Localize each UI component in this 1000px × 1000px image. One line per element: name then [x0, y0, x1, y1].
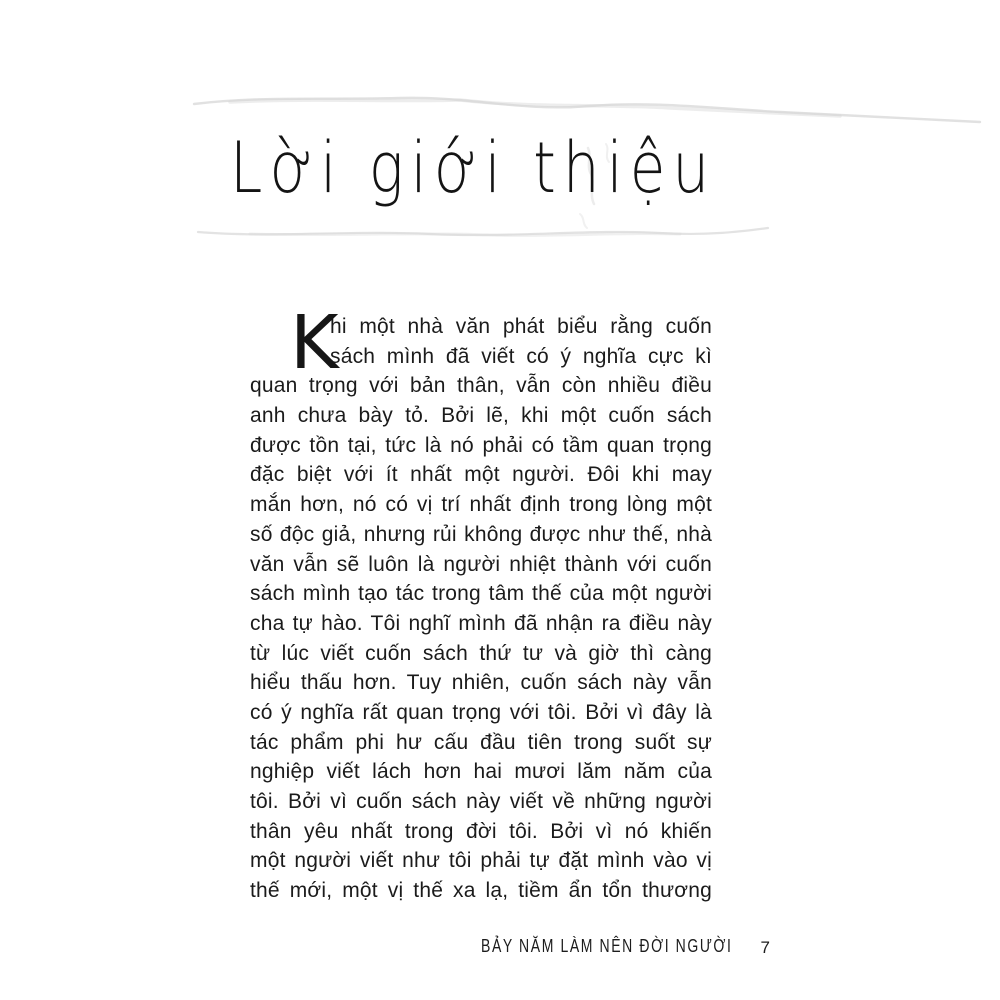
paragraph-line: tôi. Bởi vì cuốn sách này viết về những người — [250, 790, 712, 813]
introduction-paragraph — [250, 300, 712, 906]
paragraph-line: cha tự hào. Tôi nghĩ mình đã nhận ra điều này — [250, 611, 712, 635]
paragraph-line: anh chưa bày tỏ. Bởi lẽ, khi một cuốn sách — [250, 404, 712, 428]
paragraph-line: một người viết như tôi phải tự đặt mình vào vị — [250, 849, 712, 873]
page-number: 7 — [760, 938, 770, 957]
paragraph-line: sách mình tạo tác trong tâm thế của một người — [250, 582, 712, 606]
torn-edge-top-icon — [194, 98, 980, 122]
paragraph-line: tác phẩm phi hư cấu đầu tiên trong suốt sự — [250, 730, 712, 754]
paragraph-line: được tồn tại, tức là nó phải có tầm quan trọng — [250, 433, 712, 457]
paragraph-line: từ lúc viết cuốn sách thứ tư và giờ thì càng — [250, 641, 712, 665]
paragraph-line: số độc giả, nhưng rủi không được như thế, nhà — [250, 522, 712, 546]
paragraph-line: hi một nhà văn phát biểu rằng cuốn — [330, 315, 712, 338]
paragraph-line: nghiệp viết lách hơn hai mươi lăm năm của — [250, 760, 712, 784]
paragraph-line: sách mình đã viết có ý nghĩa cực kì — [330, 344, 712, 368]
paragraph-line: hiểu thấu hơn. Tuy nhiên, cuốn sách này vẫn — [250, 671, 712, 695]
page-footer — [430, 934, 770, 958]
paragraph-line: đặc biệt với ít nhất một người. Đôi khi may — [250, 463, 712, 487]
torn-edge-bottom-icon — [198, 228, 768, 235]
paragraph-line: thân yêu nhất trong đời tôi. Bởi vì nó khiến — [250, 819, 712, 843]
paragraph-line: văn vẫn sẽ luôn là người nhiệt thành với cuốn — [250, 552, 712, 576]
paragraph-line: mắn hơn, nó có vị trí nhất định trong lòng một — [250, 493, 712, 517]
page-title: Lời giới thiệu — [230, 126, 717, 209]
paragraph-lines — [250, 300, 712, 906]
paragraph-line: quan trọng với bản thân, vẫn còn nhiều điều — [250, 374, 712, 398]
paragraph-line: thế mới, một vị thế xa lạ, tiềm ẩn tổn thương — [250, 879, 712, 903]
title-block — [190, 86, 1000, 251]
paragraph-line: có ý nghĩa rất quan trọng với tôi. Bởi vì đây là — [250, 700, 712, 724]
drop-cap: K — [290, 300, 339, 386]
running-title: BẢY NĂM LÀM NÊN ĐỜI NGƯỜI — [481, 934, 733, 956]
